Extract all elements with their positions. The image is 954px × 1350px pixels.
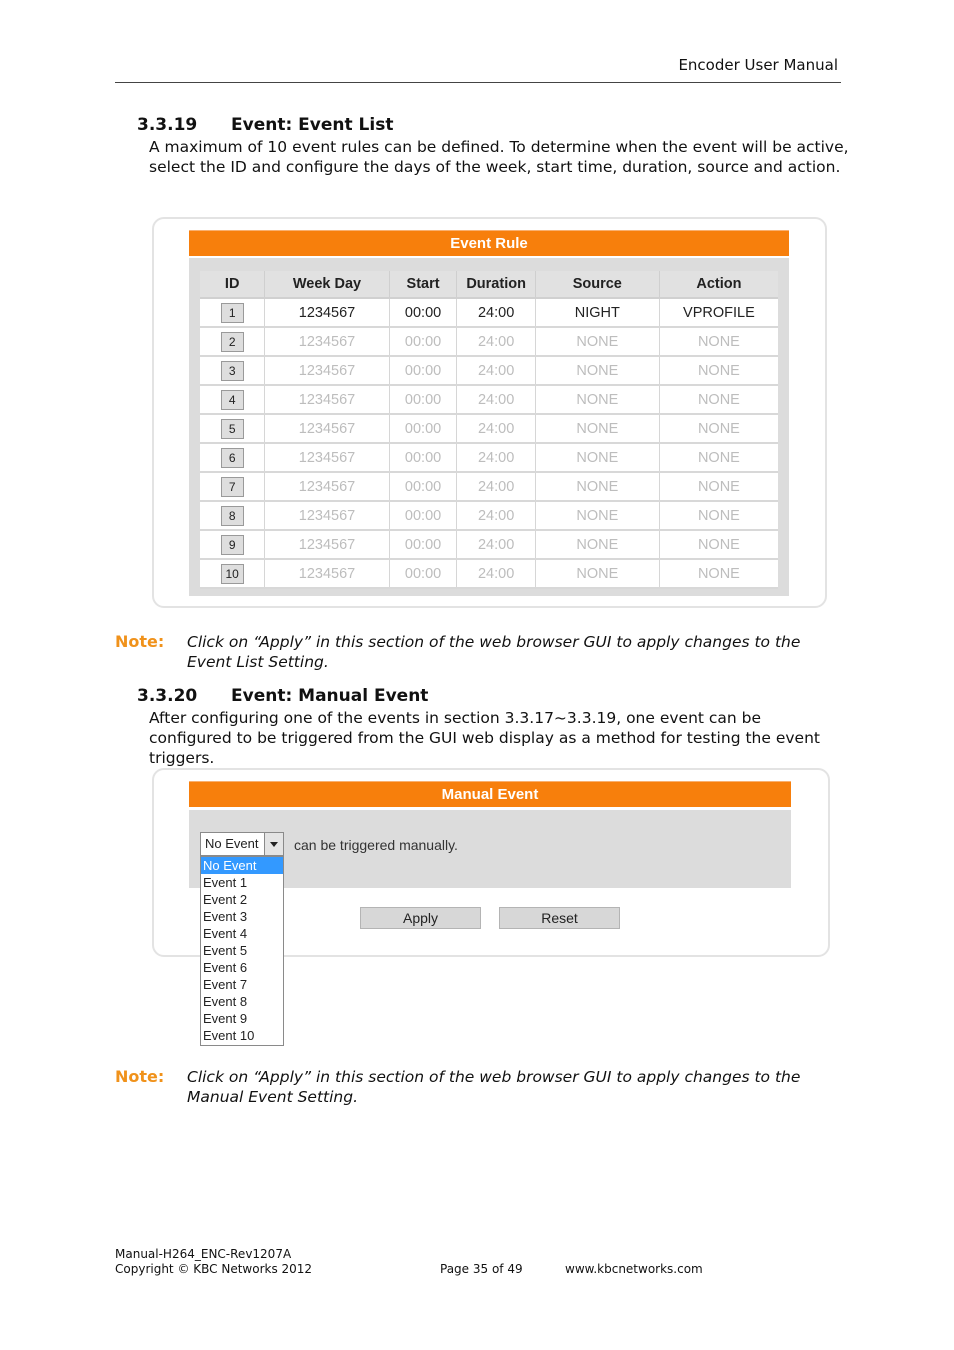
cell-source: NONE: [535, 443, 659, 472]
cell-duration: 24:00: [457, 414, 535, 443]
cell-action: NONE: [659, 472, 778, 501]
section-number: 3.3.20: [137, 686, 198, 706]
cell-start: 00:00: [389, 327, 457, 356]
manual-event-select[interactable]: [200, 832, 284, 856]
cell-duration: 24:00: [457, 530, 535, 559]
cell-source: NONE: [535, 414, 659, 443]
event-id-button[interactable]: 2: [221, 332, 244, 352]
footer-copyright: Copyright © KBC Networks 2012: [115, 1262, 313, 1276]
column-header-duration: Duration: [457, 271, 535, 298]
section-body-manual-event: After configuring one of the events in section 3.3.17~3.3.19, one event can be configured to be triggered from the GUI web display as a method for testing the event triggers.: [149, 709, 820, 767]
cell-source: NONE: [535, 501, 659, 530]
cell-action: NONE: [659, 385, 778, 414]
cell-week-day: 1234567: [265, 298, 389, 327]
cell-id: [200, 443, 265, 472]
section-number: 3.3.19: [137, 115, 198, 135]
cell-start: 00:00: [389, 414, 457, 443]
event-id-button[interactable]: 3: [221, 361, 244, 381]
cell-action: VPROFILE: [659, 298, 778, 327]
column-header-week-day: Week Day: [265, 271, 389, 298]
dropdown-option[interactable]: Event 10: [203, 1028, 255, 1043]
manual-event-selected-value: No Event: [205, 836, 259, 851]
event-id-button[interactable]: 9: [221, 535, 244, 555]
dropdown-option[interactable]: Event 1: [203, 875, 248, 890]
cell-week-day: 1234567: [265, 530, 389, 559]
note-label: Note:: [115, 1067, 165, 1086]
manual-trigger-text: can be triggered manually.: [294, 837, 458, 853]
manual-event-panel-title: Manual Event: [189, 781, 791, 807]
dropdown-option[interactable]: Event 2: [203, 892, 248, 907]
dropdown-option[interactable]: Event 6: [203, 960, 248, 975]
cell-start: 00:00: [389, 443, 457, 472]
event-id-button[interactable]: 8: [221, 506, 244, 526]
table-row[interactable]: [200, 443, 778, 472]
cell-source: NONE: [535, 559, 659, 588]
header-divider: [115, 82, 841, 83]
column-header-source: Source: [535, 271, 659, 298]
column-header-start: Start: [389, 271, 457, 298]
table-header-row: [200, 271, 778, 298]
cell-action: NONE: [659, 530, 778, 559]
table-row[interactable]: [200, 356, 778, 385]
cell-id: [200, 472, 265, 501]
cell-week-day: 1234567: [265, 443, 389, 472]
event-id-button[interactable]: 1: [221, 303, 244, 323]
section-heading-manual-event: [137, 686, 428, 706]
cell-id: [200, 414, 265, 443]
cell-id: [200, 385, 265, 414]
dropdown-option[interactable]: Event 4: [203, 926, 248, 941]
cell-action: NONE: [659, 356, 778, 385]
event-rule-panel: [189, 258, 789, 596]
cell-duration: 24:00: [457, 559, 535, 588]
event-rule-panel-title: Event Rule: [189, 230, 789, 256]
cell-action: NONE: [659, 559, 778, 588]
footer-doc-id: Manual-H264_ENC-Rev1207A: [115, 1247, 292, 1261]
cell-duration: 24:00: [457, 385, 535, 414]
cell-start: 00:00: [389, 298, 457, 327]
cell-week-day: 1234567: [265, 559, 389, 588]
table-row[interactable]: [200, 472, 778, 501]
event-id-button[interactable]: 6: [221, 448, 244, 468]
section-body-event-list: A maximum of 10 event rules can be defined. To determine when the event will be active, select the ID and configure the days of the week, start time, duration, source and action.: [149, 138, 849, 176]
section-title: Event: Manual Event: [231, 686, 429, 706]
cell-start: 00:00: [389, 356, 457, 385]
dropdown-option[interactable]: Event 8: [203, 994, 248, 1009]
cell-action: NONE: [659, 327, 778, 356]
cell-id: [200, 356, 265, 385]
event-id-button[interactable]: 5: [221, 419, 244, 439]
cell-duration: 24:00: [457, 327, 535, 356]
cell-duration: 24:00: [457, 501, 535, 530]
event-id-button[interactable]: 7: [221, 477, 244, 497]
cell-duration: 24:00: [457, 443, 535, 472]
cell-duration: 24:00: [457, 472, 535, 501]
cell-duration: 24:00: [457, 298, 535, 327]
cell-start: 00:00: [389, 530, 457, 559]
document-header-title: Encoder User Manual: [678, 56, 838, 74]
note-text-manual-event: Click on “Apply” in this section of the web browser GUI to apply changes to the Manual Event Setting.: [187, 1068, 801, 1106]
cell-id: [200, 298, 265, 327]
cell-source: NONE: [535, 327, 659, 356]
column-header-action: Action: [659, 271, 778, 298]
table-row[interactable]: [200, 385, 778, 414]
cell-week-day: 1234567: [265, 385, 389, 414]
cell-id: [200, 559, 265, 588]
apply-button[interactable]: Apply: [360, 907, 481, 929]
cell-action: NONE: [659, 443, 778, 472]
cell-source: NIGHT: [535, 298, 659, 327]
table-row[interactable]: [200, 327, 778, 356]
cell-action: NONE: [659, 501, 778, 530]
table-row[interactable]: [200, 559, 778, 588]
cell-source: NONE: [535, 356, 659, 385]
cell-duration: 24:00: [457, 356, 535, 385]
cell-id: [200, 327, 265, 356]
cell-start: 00:00: [389, 559, 457, 588]
table-row[interactable]: [200, 530, 778, 559]
cell-source: NONE: [535, 472, 659, 501]
cell-action: NONE: [659, 414, 778, 443]
cell-week-day: 1234567: [265, 501, 389, 530]
section-heading-event-list: [137, 115, 393, 135]
chevron-down-icon[interactable]: [264, 833, 283, 855]
cell-start: 00:00: [389, 501, 457, 530]
cell-id: [200, 530, 265, 559]
cell-week-day: 1234567: [265, 472, 389, 501]
event-id-button[interactable]: 10: [221, 564, 244, 584]
table-row[interactable]: [200, 501, 778, 530]
cell-start: 00:00: [389, 472, 457, 501]
note-label: Note:: [115, 632, 165, 651]
dropdown-option[interactable]: Event 3: [203, 909, 248, 924]
manual-event-dropdown-list: [200, 856, 284, 1046]
cell-week-day: 1234567: [265, 414, 389, 443]
cell-source: NONE: [535, 530, 659, 559]
cell-week-day: 1234567: [265, 356, 389, 385]
footer-website: www.kbcnetworks.com: [565, 1262, 703, 1276]
event-rule-table: [200, 271, 778, 589]
event-rule-table-body: [200, 298, 778, 588]
cell-start: 00:00: [389, 385, 457, 414]
dropdown-option[interactable]: Event 5: [203, 943, 248, 958]
column-header-id: ID: [200, 271, 265, 298]
dropdown-option[interactable]: No Event: [201, 857, 283, 874]
footer-page-number: Page 35 of 49: [440, 1262, 523, 1276]
cell-source: NONE: [535, 385, 659, 414]
cell-week-day: 1234567: [265, 327, 389, 356]
reset-button[interactable]: Reset: [499, 907, 620, 929]
dropdown-option[interactable]: Event 7: [203, 977, 248, 992]
dropdown-option[interactable]: Event 9: [203, 1011, 248, 1026]
section-title: Event: Event List: [231, 115, 394, 135]
table-row[interactable]: [200, 298, 778, 327]
cell-id: [200, 501, 265, 530]
table-row[interactable]: [200, 414, 778, 443]
event-id-button[interactable]: 4: [221, 390, 244, 410]
note-text-event-list: Click on “Apply” in this section of the web browser GUI to apply changes to the Event List Setting.: [187, 633, 801, 671]
